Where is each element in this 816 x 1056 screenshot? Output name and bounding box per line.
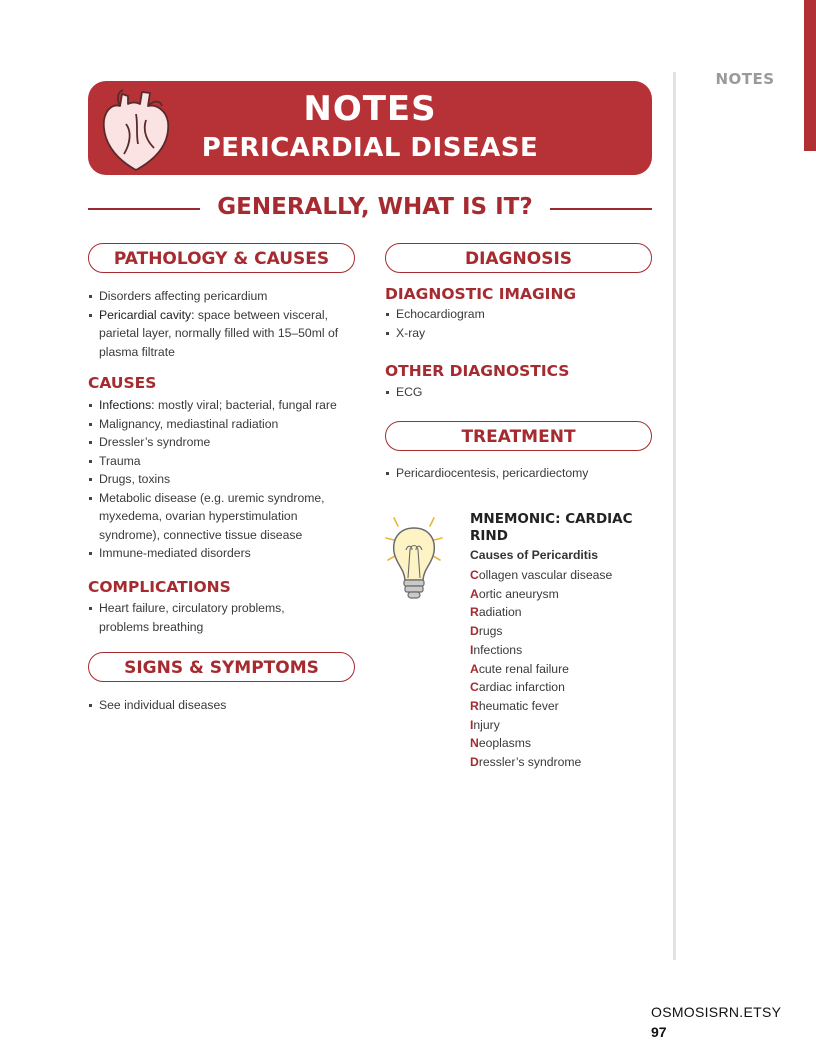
mnemonic-item: Rheumatic fever [470,698,559,713]
complications-heading: COMPLICATIONS [88,578,231,596]
treatment-list [385,464,650,483]
list-item: Pericardiocentesis, pericardiectomy [385,464,650,483]
mnemonic-item: Acute renal failure [470,661,569,676]
section-heading-general: GENERALLY, WHAT IS IT? [200,194,550,220]
list-item: Infections: mostly viral; bacterial, fungal rare [88,396,360,415]
mnemonic-item: Dressler’s syndrome [470,755,582,770]
list-item: See individual diseases [88,696,348,715]
list-item: Metabolic disease (e.g. uremic syndrome, myxedema, ovarian hyperstimulation syndrome), connective tissue disease [88,489,360,545]
mnemonic-list [470,566,612,772]
page-number: 97 [651,1024,667,1040]
pathology-list [88,287,358,361]
other-diagnostics-heading: OTHER DIAGNOSTICS [385,362,570,380]
mnemonic-item: Drugs [470,624,503,639]
lightbulb-icon [384,510,444,604]
pathology-heading: PATHOLOGY & CAUSES [88,243,355,273]
mnemonic-subtitle: Causes of Pericarditis [470,548,599,562]
list-item: Dressler’s syndrome [88,433,360,452]
treatment-heading: TREATMENT [385,421,652,451]
list-item: Echocardiogram [385,305,645,324]
divider-left [88,208,204,210]
diagnosis-heading: DIAGNOSIS [385,243,652,273]
list-item: Heart failure, circulatory problems, problems breathing [88,599,328,636]
mnemonic-item: Neoplasms [470,736,531,751]
divider-right [537,208,652,210]
signs-heading: SIGNS & SYMPTOMS [88,652,355,682]
list-item: Malignancy, mediastinal radiation [88,415,360,434]
list-item: ECG [385,383,645,402]
footer-site: OSMOSISRN.ETSY [651,1004,782,1020]
causes-heading: CAUSES [88,374,157,392]
margin-divider [673,72,676,960]
mnemonic-item: Aortic aneurysm [470,586,559,601]
causes-list [88,396,360,563]
imaging-list [385,305,645,342]
mnemonic-item: Cardiac infarction [470,680,565,695]
signs-list [88,696,348,715]
mnemonic-item: Infections [470,642,523,657]
imaging-heading: DIAGNOSTIC IMAGING [385,285,577,303]
page-subtitle: PERICARDIAL DISEASE [201,133,539,163]
side-label: NOTES [715,70,775,88]
mnemonic-item: Radiation [470,605,522,620]
list-item: X-ray [385,324,645,343]
complications-list [88,599,328,636]
list-item: Pericardial cavity: space between visceral, parietal layer, normally filled with 15–50ml of plasma filtrate [88,306,358,362]
mnemonic-title: MNEMONIC: CARDIAC RIND [470,511,633,544]
mnemonic-item: Injury [470,717,500,732]
list-item: Trauma [88,452,360,471]
mnemonic-item: Collagen vascular disease [470,568,613,582]
list-item: Drugs, toxins [88,470,360,489]
page-tab [804,0,816,151]
list-item: Immune-mediated disorders [88,544,360,563]
list-item: Disorders affecting pericardium [88,287,358,306]
other-diagnostics-list [385,383,645,402]
page-title: NOTES [303,89,437,129]
